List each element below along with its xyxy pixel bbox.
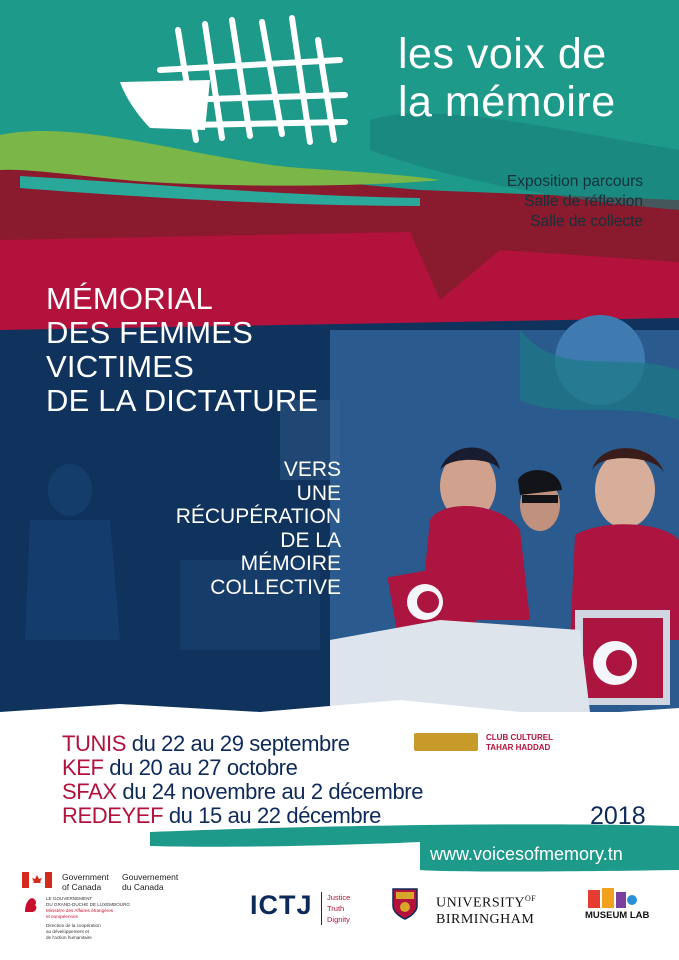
date-city: REDEYEF bbox=[62, 803, 164, 828]
lux-line-7: de l'action humanitaire bbox=[46, 935, 92, 940]
date-period: du 22 au 29 septembre bbox=[126, 731, 350, 756]
memorial-line-1: MÉMORIAL bbox=[46, 281, 213, 316]
museum-lab-logo-icon bbox=[586, 886, 638, 910]
memorial-line-3: VICTIMES bbox=[46, 349, 195, 384]
canada-fr-line-2: du Canada bbox=[122, 882, 164, 892]
date-row bbox=[62, 732, 423, 756]
subtitle-line-1: Exposition parcours bbox=[506, 173, 643, 190]
date-row bbox=[62, 756, 423, 780]
tagline-line-3: RÉCUPÉRATION bbox=[175, 505, 341, 528]
date-city: KEF bbox=[62, 755, 104, 780]
title-line-2: la mémoire bbox=[398, 78, 616, 126]
date-period: du 24 novembre au 2 décembre bbox=[116, 779, 424, 804]
ictj-tagline-1: Justice bbox=[327, 893, 351, 902]
lux-line-2: DU GRAND-DUCHÉ DE LUXEMBOURG bbox=[46, 902, 130, 907]
tagline bbox=[176, 458, 341, 599]
lux-line-6: au développement et bbox=[46, 929, 89, 934]
exhibition-subtitle bbox=[507, 172, 643, 232]
tagline-line-2: UNE bbox=[296, 481, 341, 505]
tagline-line-6: COLLECTIVE bbox=[210, 575, 341, 599]
subtitle-line-2: Salle de réflexion bbox=[524, 193, 643, 210]
canada-en-line-2: of Canada bbox=[62, 882, 102, 892]
canada-fr-line-1: Gouvernement bbox=[122, 872, 179, 882]
memorial-line-2: DES FEMMES bbox=[46, 315, 253, 350]
canada-en-label bbox=[62, 872, 109, 892]
memorial-line-4: DE LA DICTATURE bbox=[46, 383, 319, 418]
uob-line-2: BIRMINGHAM bbox=[436, 911, 535, 927]
club-line-2: TAHAR HADDAD bbox=[486, 743, 551, 752]
lux-line-5: Direction de la coopération bbox=[46, 923, 101, 928]
tagline-line-5: MÉMOIRE bbox=[240, 552, 341, 575]
date-row bbox=[62, 780, 423, 804]
website-url[interactable]: www.voicesofmemory.tn bbox=[430, 844, 623, 864]
ictj-tagline-3: Dignity bbox=[327, 915, 350, 924]
tour-dates bbox=[62, 732, 423, 828]
ictj-logo: ICTJ bbox=[250, 890, 313, 920]
memorial-heading bbox=[46, 282, 318, 418]
luxembourg-lion-icon bbox=[22, 896, 40, 914]
lux-line-4: et européennes bbox=[46, 914, 78, 919]
university-birmingham-logo bbox=[436, 891, 536, 928]
date-period: du 20 au 27 octobre bbox=[103, 755, 298, 780]
uob-of: OF bbox=[525, 894, 537, 903]
club-culturel-logo bbox=[414, 733, 478, 751]
title-line-1: les voix de bbox=[398, 30, 607, 78]
poster-title bbox=[398, 30, 616, 126]
lux-line-1: LE GOUVERNEMENT bbox=[46, 896, 93, 901]
year: 2018 bbox=[590, 802, 646, 830]
uob-line-1: UNIVERSITY bbox=[436, 895, 525, 911]
club-culturel-label bbox=[486, 733, 553, 753]
ictj-tagline bbox=[321, 892, 350, 925]
museum-lab-label: MUSEUM LAB bbox=[585, 910, 650, 921]
date-city: TUNIS bbox=[62, 731, 127, 756]
date-row bbox=[62, 804, 423, 828]
tagline-line-1: VERS bbox=[283, 458, 341, 481]
canada-en-line-1: Government bbox=[62, 872, 109, 882]
date-city: SFAX bbox=[62, 779, 117, 804]
university-crest-icon bbox=[392, 888, 418, 920]
luxembourg-label bbox=[46, 896, 130, 941]
date-period: du 15 au 22 décembre bbox=[163, 803, 381, 828]
canada-fr-label bbox=[122, 872, 178, 892]
ictj-tagline-2: Truth bbox=[327, 904, 345, 913]
club-line-1: CLUB CULTUREL bbox=[486, 733, 553, 742]
lux-line-3: Ministère des Affaires étrangères bbox=[46, 908, 114, 913]
canada-flag-icon bbox=[22, 872, 52, 888]
tagline-line-4: DE LA bbox=[280, 528, 341, 552]
subtitle-line-3: Salle de collecte bbox=[530, 213, 643, 230]
